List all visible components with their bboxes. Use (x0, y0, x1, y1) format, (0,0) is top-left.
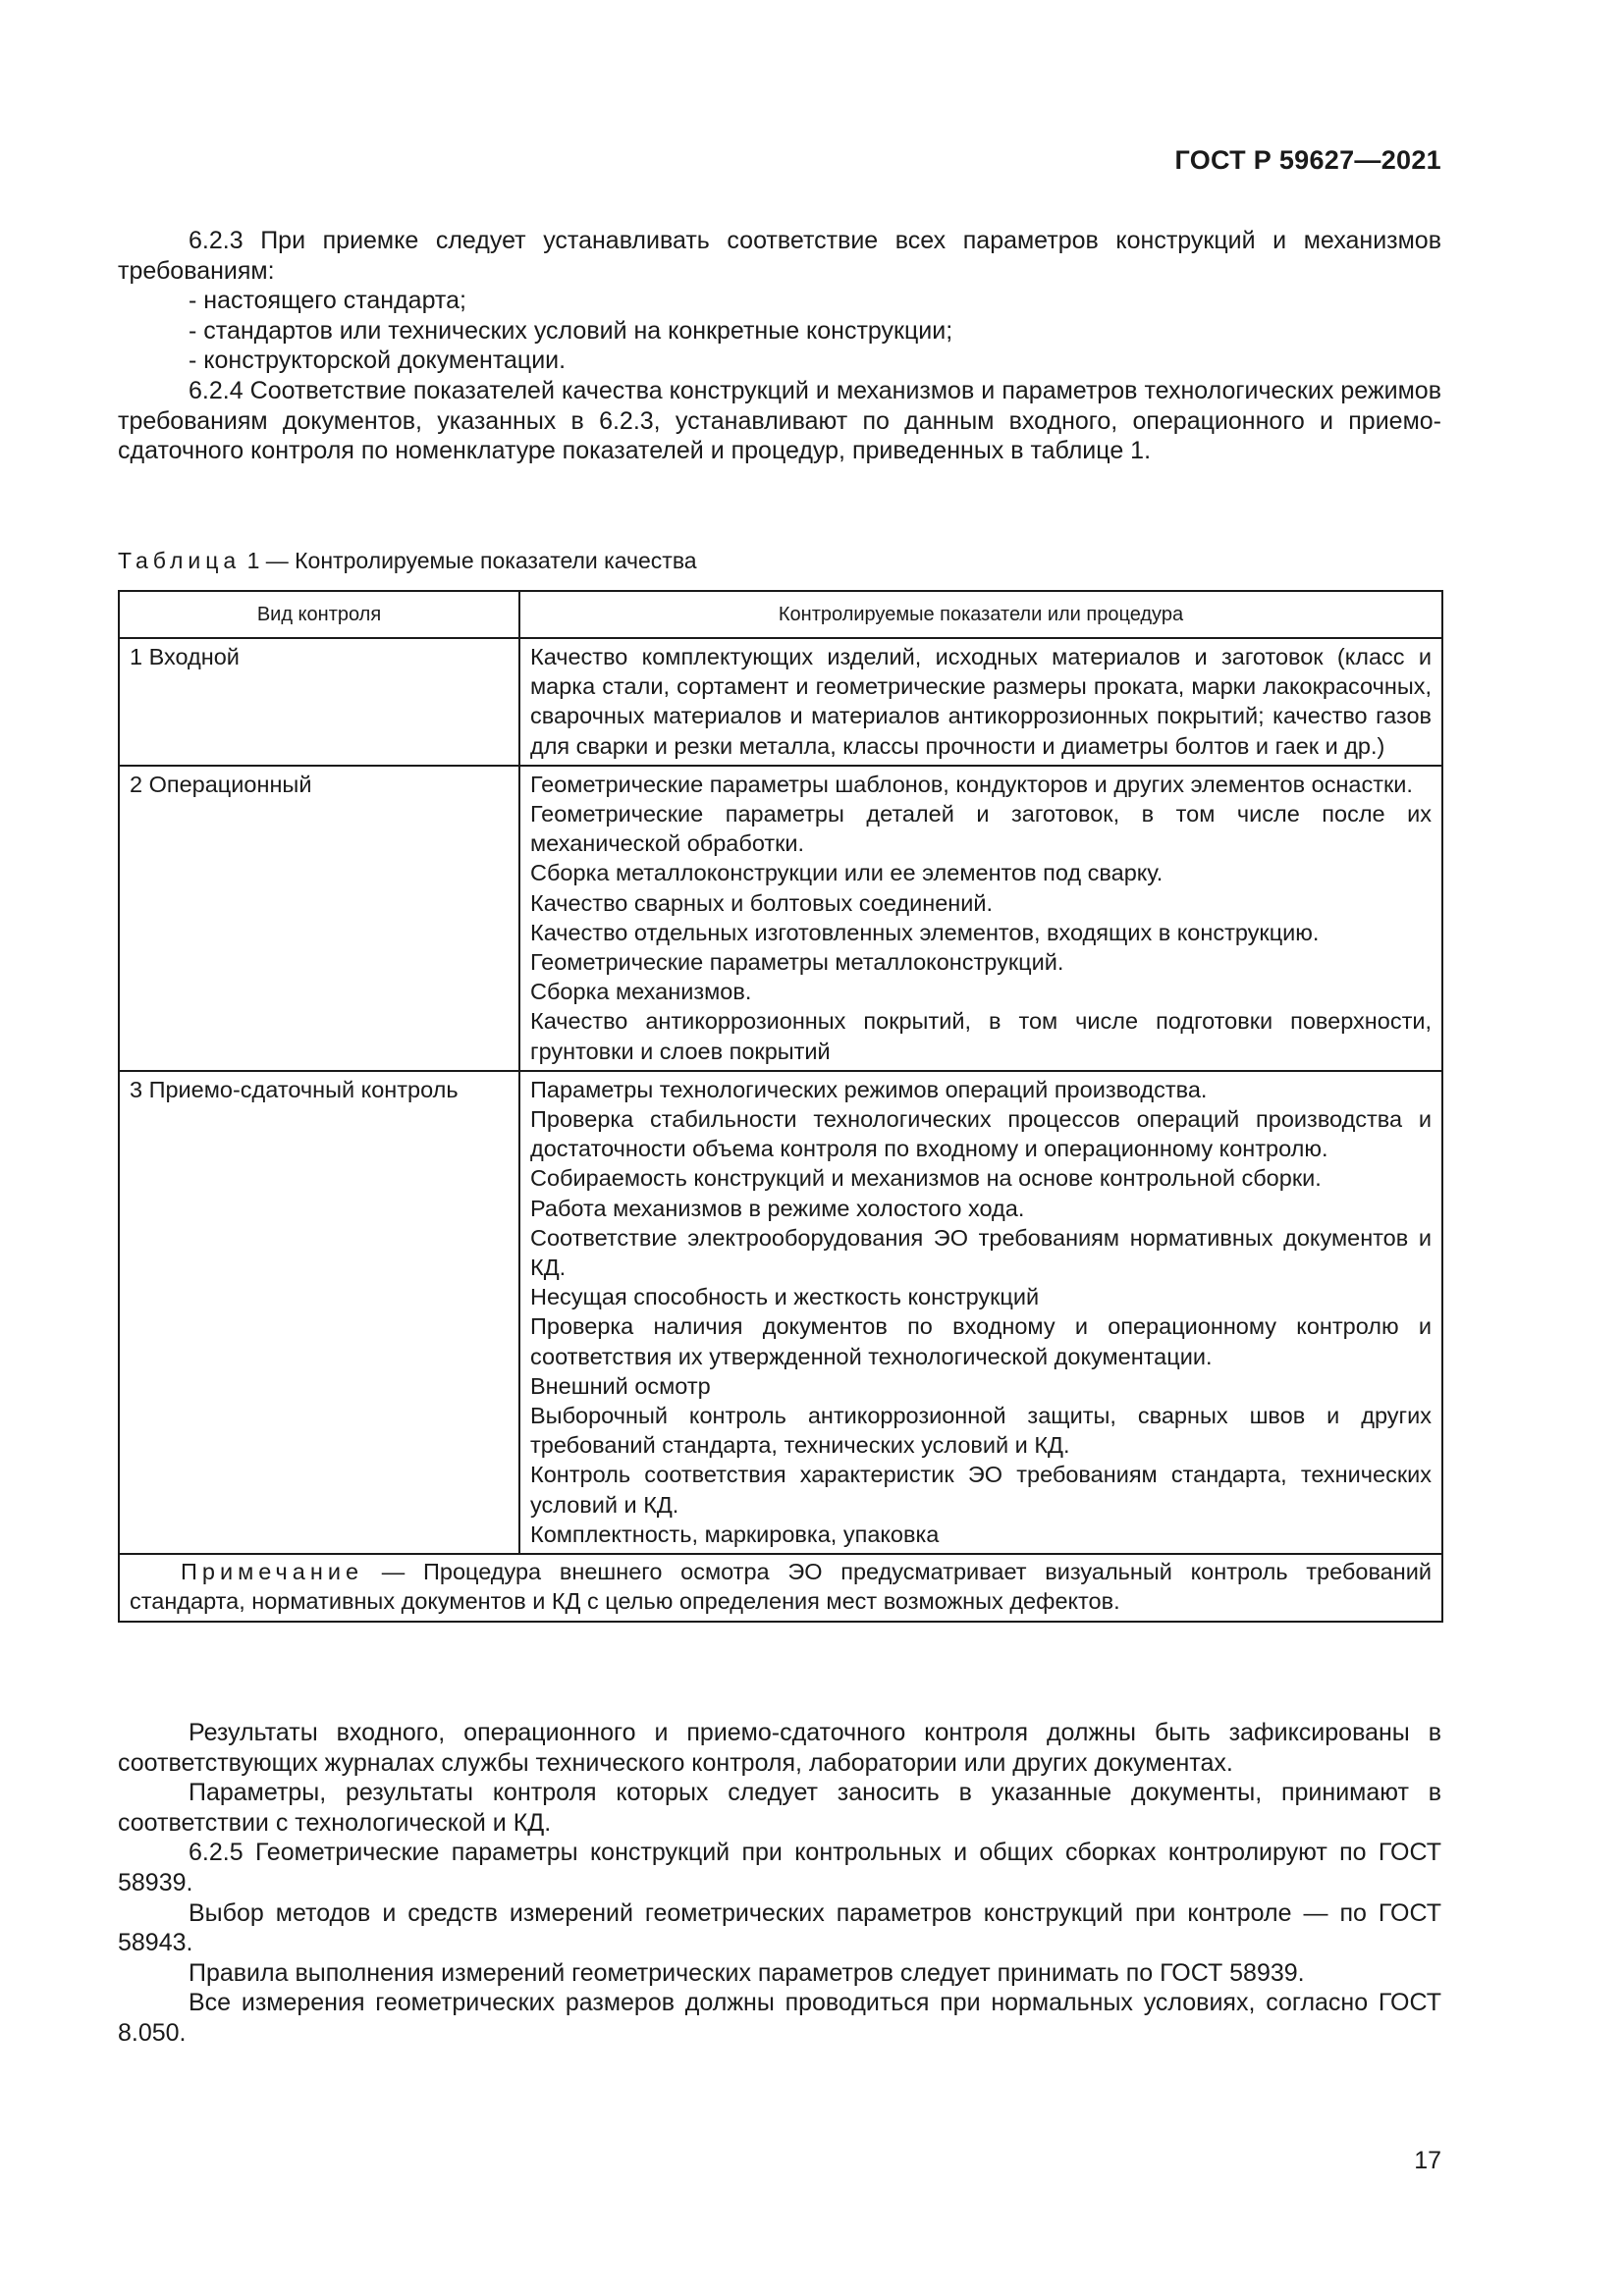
paragraph: Правила выполнения измерений геометрических параметров следует принимать по ГОСТ 58939. (189, 1958, 1305, 1987)
indicator-item: Сборка металлоконструкции или ее элементов под сварку. (530, 860, 1164, 886)
paragraph: Параметры, результаты контроля которых следует заносить в указанные документы, принимают в соответствии с технологической и КД. (118, 1779, 1441, 1837)
paragraph: 6.2.4 Соответствие показателей качества конструкций и механизмов и параметров технологических режимов требованиям документов, указанных в 6.2.3, устанавливают по данным входного, операционного и приемо-сдаточного контроля по номенклатуре показателей и процедур, приведенных в таблице 1. (118, 376, 1441, 465)
indicators-cell (519, 638, 1442, 766)
page-number: 17 (1414, 2147, 1441, 2174)
paragraph: 6.2.3 При приемке следует устанавливать соответствие всех параметров конструкций и механизмов требованиям: (118, 227, 1441, 285)
list-item: - конструкторской документации. (189, 347, 567, 375)
indicator-item: Контроль соответствия характеристик ЭО требованиям стандарта, технических условий и КД. (530, 1462, 1432, 1518)
indicator-item: Геометрические параметры шаблонов, кондукторов и других элементов оснастки. (530, 771, 1413, 797)
table-caption (118, 548, 697, 574)
table-caption-label: Таблица (118, 548, 242, 573)
paragraph: 6.2.5 Геометрические параметры конструкций при контрольных и общих сборках контролируют по ГОСТ 58939. (118, 1839, 1441, 1896)
list-item: - настоящего стандарта; (189, 287, 466, 315)
intro-section (118, 226, 1441, 466)
indicator-item: Параметры технологических режимов операций производства. (530, 1076, 1208, 1102)
indicator-item: Комплектность, маркировка, упаковка (530, 1521, 940, 1547)
indicator-item: Несущая способность и жесткость конструкций (530, 1284, 1040, 1310)
table-row (119, 638, 1442, 766)
paragraph: Выбор методов и средств измерений геометрических параметров конструкций при контроле — по ГОСТ 58943. (118, 1898, 1441, 1957)
indicator-item: Работа механизмов в режиме холостого хода. (530, 1195, 1025, 1221)
control-type-cell: 3 Приемо-сдаточный контроль (119, 1071, 519, 1554)
indicators-cell (519, 766, 1442, 1071)
indicator-item: Собираемость конструкций и механизмов на основе контрольной сборки. (530, 1165, 1322, 1192)
indicator-item: Геометрические параметры металлоконструкций. (530, 949, 1064, 976)
table-caption-text: 1 — Контролируемые показатели качества (246, 548, 697, 573)
list-item: - стандартов или технических условий на конкретные конструкции; (189, 316, 953, 345)
indicator-item: Качество сварных и болтовых соединений. (530, 889, 994, 916)
indicator-item: Качество антикоррозионных покрытий, в том числе подготовки поверхности, грунтовки и слоев покрытий (530, 1008, 1432, 1064)
indicator-item: Качество комплектующих изделий, исходных материалов и заготовок (класс и марка стали, сортамент и геометрические размеры проката, марки лакокрасочных, сварочных материалов и материалов антикоррозионных покрытий; качество газов для сварки и резки металла, классы прочности и диаметры болтов и гаек и др.) (530, 644, 1432, 759)
quality-table (118, 590, 1443, 1623)
indicator-item: Сборка механизмов. (530, 979, 752, 1005)
header-control-type: Вид контроля (119, 591, 519, 638)
indicator-item: Проверка наличия документов по входному и операционному контролю и соответствия их утвержденной технологической документации. (530, 1313, 1432, 1369)
control-type-cell: 2 Операционный (119, 766, 519, 1071)
table-row (119, 1071, 1442, 1554)
header-indicators: Контролируемые показатели или процедура (519, 591, 1442, 638)
indicator-item: Выборочный контроль антикоррозионной защиты, сварных швов и других требований стандарта, технических условий и КД. (530, 1403, 1432, 1459)
table-row (119, 766, 1442, 1071)
note-label: Примечание (181, 1559, 364, 1585)
control-type-cell: 1 Входной (119, 638, 519, 766)
paragraph: Результаты входного, операционного и приемо-сдаточного контроля должны быть зафиксированы в соответствующих журналах службы технического контроля, лаборатории или других документах. (118, 1719, 1441, 1777)
paragraph: Все измерения геометрических размеров должны проводиться при нормальных условиях, согласно ГОСТ 8.050. (118, 1989, 1441, 2047)
note-text: — Процедура внешнего осмотра ЭО предусматривает визуальный контроль требований стандарта, нормативных документов и КД с целью определения мест возможных дефектов. (130, 1559, 1432, 1615)
after-table-section (118, 1718, 1441, 2049)
indicator-item: Внешний осмотр (530, 1372, 711, 1399)
indicator-item: Геометрические параметры деталей и заготовок, в том числе после их механической обработки. (530, 801, 1432, 857)
table-header-row (119, 591, 1442, 638)
table-note (119, 1554, 1442, 1621)
document-id: ГОСТ Р 59627—2021 (1174, 145, 1441, 175)
table-note-row (119, 1554, 1442, 1621)
indicator-item: Соответствие электрооборудования ЭО требованиям нормативных документов и КД. (530, 1224, 1432, 1281)
indicators-cell (519, 1071, 1442, 1554)
indicator-item: Качество отдельных изготовленных элементов, входящих в конструкцию. (530, 919, 1320, 945)
indicator-item: Проверка стабильности технологических процессов операций производства и достаточности объема контроля по входному и операционному контролю. (530, 1106, 1432, 1162)
